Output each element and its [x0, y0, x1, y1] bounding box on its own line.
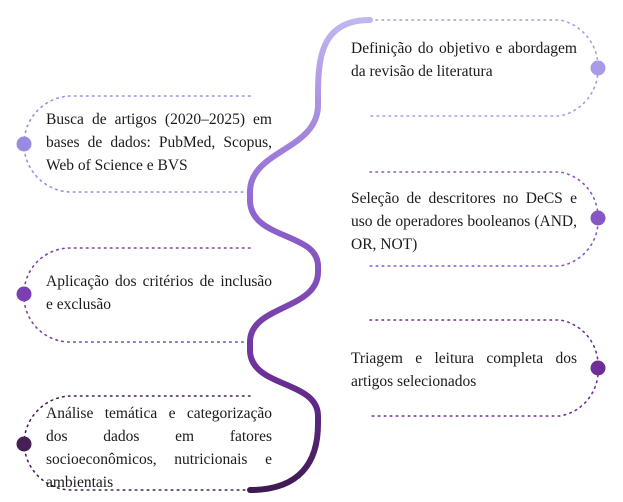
step-5-bullet — [591, 361, 606, 376]
step-2-bullet — [17, 137, 32, 152]
step-4-bullet — [17, 287, 32, 302]
step-2-text: Busca de artigos (2020–2025) em bases de dados: PubMed, Scopus, Web of Science e BVS — [46, 111, 272, 174]
step-5-text: Triagem e leitura completa dos artigos selecionados — [351, 350, 577, 390]
step-6-text: Análise temática e categorização dos dados em fatores socioeconômicos, nutricionais e ambientais — [46, 405, 272, 491]
step-1-bullet — [591, 61, 606, 76]
step-1-text: Definição do objetivo e abordagem da revisão de literatura — [351, 40, 577, 80]
step-3-bullet — [591, 211, 606, 226]
step-4-text: Aplicação dos critérios de inclusão e exclusão — [46, 273, 272, 313]
step-6-bullet — [17, 437, 32, 452]
step-3-text: Seleção de descritores no DeCS e uso de operadores booleanos (AND, OR, NOT) — [351, 190, 577, 253]
